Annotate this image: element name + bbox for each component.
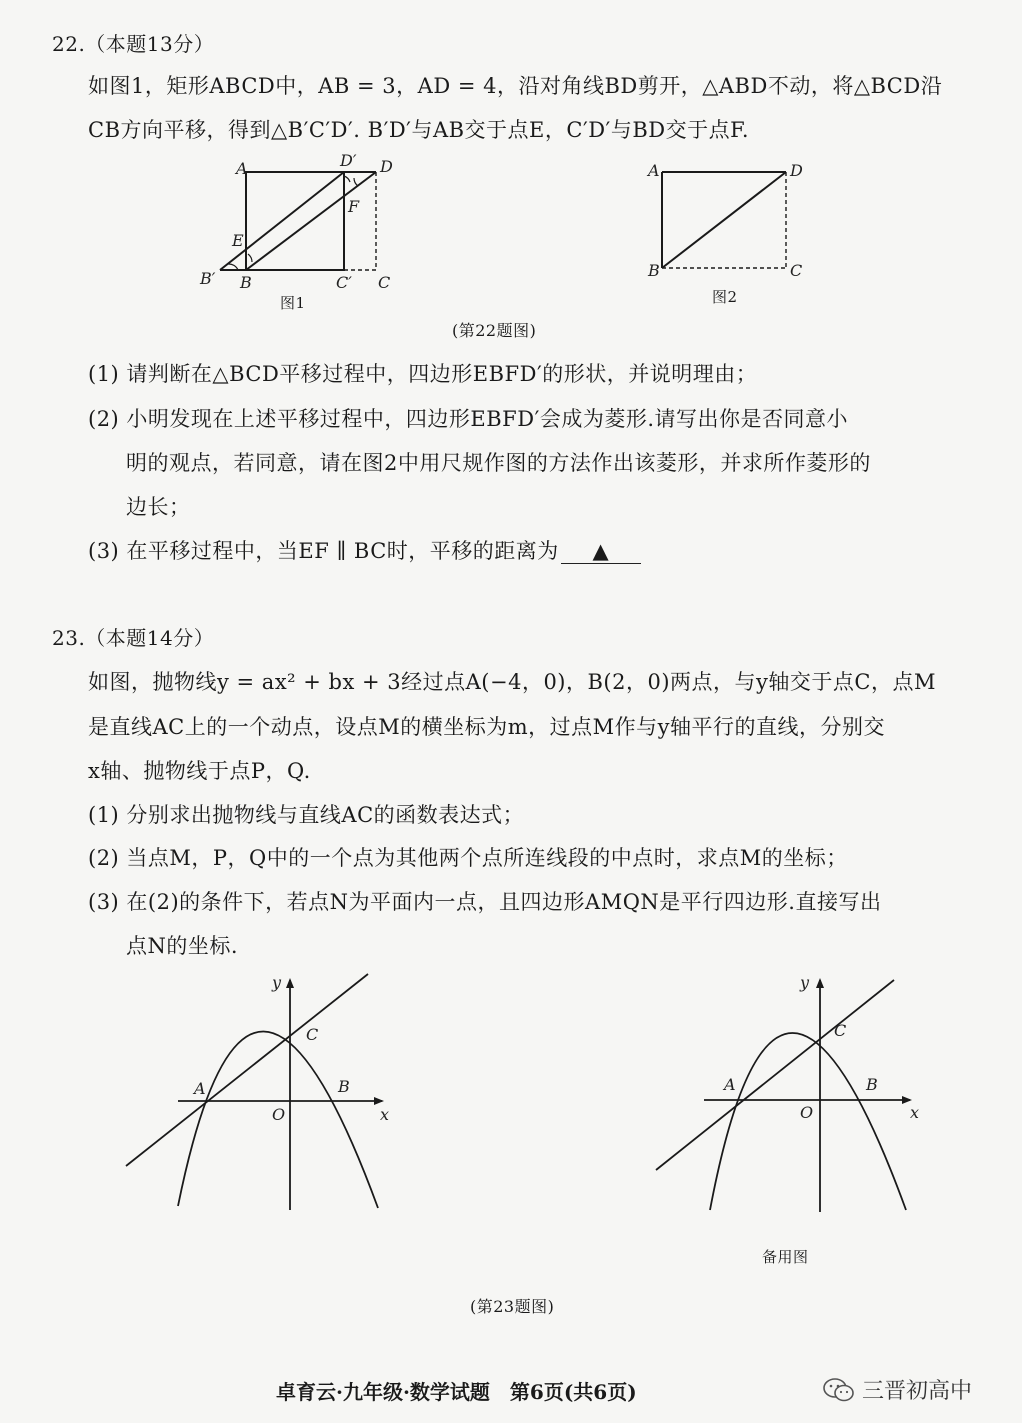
fig1-label-D1: D′ xyxy=(340,151,357,170)
fig2-label-D: D xyxy=(790,161,803,180)
q22-part2-line3: 边长； xyxy=(126,495,191,519)
q23-part3-line1: (3) 在(2)的条件下，若点N为平面内一点，且四边形AMQN是平行四边形.直接写出 xyxy=(88,890,882,914)
fig1-label-D: D xyxy=(380,157,393,176)
q22-header: 22.（本题13分） xyxy=(52,32,215,56)
fig1-label-C: C xyxy=(378,273,391,292)
g2-label-x: x xyxy=(910,1103,920,1122)
fig2-label-C: C xyxy=(790,261,803,280)
g1-label-O: O xyxy=(272,1105,286,1124)
backup-graph-caption: 备用图 xyxy=(762,1248,809,1266)
footer-text: 卓育云·九年级·数学试题 第6页(共6页) xyxy=(276,1380,637,1404)
wechat-icon xyxy=(822,1376,856,1404)
fig1-label-F: F xyxy=(348,197,360,216)
q23-part1: (1) 分别求出抛物线与直线AC的函数表达式； xyxy=(88,803,525,827)
q23-header: 23.（本题14分） xyxy=(52,626,215,650)
g1-label-y: y xyxy=(272,973,282,992)
line-AC xyxy=(126,974,368,1166)
g1-label-B: B xyxy=(338,1077,350,1096)
answer-blank: ▲ xyxy=(561,539,641,564)
q22-figure-caption: (第22题图) xyxy=(452,321,537,340)
g2-label-O: O xyxy=(800,1103,814,1122)
q22-part1: (1) 请判断在△BCD平移过程中，四边形EBFD′的形状，并说明理由； xyxy=(88,362,758,386)
q22-intro-line1: 如图1，矩形ABCD中，AB = 3，AD = 4，沿对角线BD剪开，△ABD不动，将△BCD沿 xyxy=(88,74,943,98)
fig2-caption: 图2 xyxy=(712,288,738,306)
g2-label-A: A xyxy=(724,1075,736,1094)
brand-name: 三晋初高中 xyxy=(862,1379,973,1404)
q22-part3-text: (3) 在平移过程中，当EF ∥ BC时，平移的距离为 xyxy=(88,539,559,563)
fig1-label-C1: C′ xyxy=(336,273,352,292)
fig1-label-E: E xyxy=(232,231,244,250)
fig2-label-A: A xyxy=(648,161,660,180)
g1-label-C: C xyxy=(306,1025,319,1044)
fig2-label-B: B xyxy=(648,261,660,280)
q23-part3-line2: 点N的坐标. xyxy=(126,934,239,958)
q23-intro-line1: 如图，抛物线y = ax² + bx + 3经过点A(−4，0)，B(2，0)两点，与y轴交于点C，点M xyxy=(88,670,936,694)
q22-part2-line1: (2) 小明发现在上述平移过程中，四边形EBFD′会成为菱形.请写出你是否同意小 xyxy=(88,407,849,431)
g2-label-y: y xyxy=(800,973,810,992)
g2-label-C: C xyxy=(834,1021,847,1040)
q23-figure-caption: (第23题图) xyxy=(470,1297,555,1316)
fig1-label-B1: B′ xyxy=(200,269,216,288)
q22-intro-line2: CB方向平移，得到△B′C′D′. B′D′与AB交于点E，C′D′与BD交于点F. xyxy=(88,118,750,142)
fig1-caption: 图1 xyxy=(280,294,306,312)
q22-part2-line2: 明的观点，若同意，请在图2中用尺规作图的方法作出该菱形，并求所作菱形的 xyxy=(126,451,871,475)
g2-label-B: B xyxy=(866,1075,878,1094)
fig1-label-B: B xyxy=(240,273,252,292)
q23-part2: (2) 当点M，P，Q中的一个点为其他两个点所连线段的中点时，求点M的坐标； xyxy=(88,846,848,870)
g1-label-A: A xyxy=(194,1079,206,1098)
g1-label-x: x xyxy=(380,1105,390,1124)
fig1-label-A: A xyxy=(236,159,248,178)
q23-intro-line3: x轴、抛物线于点P，Q. xyxy=(88,759,311,783)
q23-intro-line2: 是直线AC上的一个动点，设点M的横坐标为m，过点M作与y轴平行的直线，分别交 xyxy=(88,715,886,739)
